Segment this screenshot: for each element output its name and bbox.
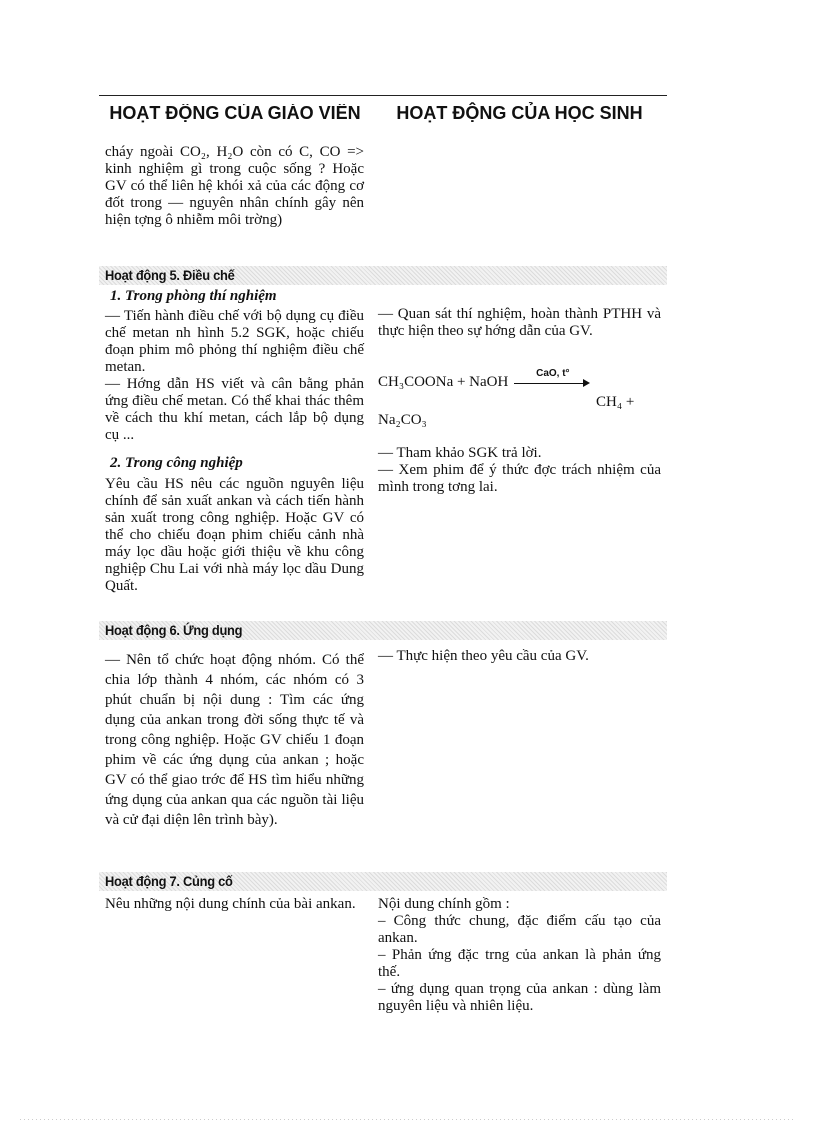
student-column-header: HOẠT ĐỘNG CỦA HỌC SINH (396, 103, 643, 123)
equation-product-1: CH₄ + (596, 394, 635, 410)
subheading-industry: 2. Trong công nghiệp (110, 455, 243, 471)
section-title-5: Hoạt động 5. Điều chế (105, 267, 235, 283)
intro-teacher-text (105, 144, 364, 229)
subheading-lab: 1. Trong phòng thí nghiệm (110, 288, 277, 304)
section7-teacher-text (105, 896, 364, 913)
section7-student-text (378, 896, 661, 1015)
section6-student-text (378, 648, 661, 665)
section6-teacher-text (105, 650, 364, 830)
section-band-5 (99, 266, 667, 285)
reaction-condition: CaO, t° (536, 367, 570, 379)
section7-student-p3: – ứng dụng quan trọng của ankan : dùng làm nguyên liệu và nhiên liệu. (378, 981, 661, 1014)
section-band-7 (99, 872, 667, 891)
bottom-dotted-rule (20, 1119, 796, 1120)
section5-teacher-text (105, 308, 364, 444)
section-band-6 (99, 621, 667, 640)
top-rule (99, 95, 667, 96)
section-title-6: Hoạt động 6. Ứng dụng (105, 622, 243, 638)
section5-teacher-p3: Yêu cầu HS nêu các nguồn nguyên liệu chính để sản xuất ankan và cách tiến hành sản xuất trong công nghiệp. Hoặc GV có thể cho chiếu đoạn phim chiếu cảnh nhà máy lọc dầu hoặc giới thiệu về khu công nghiệp Chu Lai với nhà máy lọc dầu Dung Quất. (105, 476, 364, 594)
section7-student-p2: – Phản ứng đặc trng của ankan là phản ứng thế. (378, 947, 661, 980)
equation-reactants: CH₃COONa + NaOH (378, 374, 509, 390)
reaction-equation (378, 367, 663, 428)
equation-product-2: Na₂CO₃ (378, 412, 427, 428)
section5-student-p3: — Xem phim để ý thức đợc trách nhiệm của mình trong tơng lai. (378, 462, 661, 495)
section6-teacher-p1: — Nên tổ chức hoạt động nhóm. Có thể chia lớp thành 4 nhóm, các nhóm có 3 phút chuẩn bị nội dung : Tìm các ứng dụng của ankan trong đời sống thực tế và trong công nghiệp. Hoặc GV chiếu 1 đoạn phim về các ứng dụng của ankan ; hoặc GV có thể giao trớc để HS tìm hiểu những ứng dụng của ankan qua các nguồn tài liệu và cử đại diện lên trình bày). (105, 652, 364, 828)
section5-teacher-p1: — Tiến hành điều chế với bộ dụng cụ điều chế metan nh hình 5.2 SGK, hoặc chiếu đoạn phim mô phỏng thí nghiệm điều chế metan. (105, 308, 364, 375)
section5-student-p1: — Quan sát thí nghiệm, hoàn thành PTHH và thực hiện theo sự hớng dẫn của GV. (378, 306, 661, 339)
section-title-7: Hoạt động 7. Củng cố (105, 873, 233, 889)
teacher-column-header: HOẠT ĐỘNG CỦA GIÁO VIÊN (109, 104, 361, 123)
section7-student-p1: – Công thức chung, đặc điểm cấu tạo của ankan. (378, 913, 661, 946)
section5-student-text-2 (378, 445, 661, 496)
section7-student-p0: Nội dung chính gồm : (378, 896, 510, 912)
section6-student-p1: — Thực hiện theo yêu cầu của GV. (378, 648, 589, 664)
section5-student-p2: — Tham khảo SGK trả lời. (378, 445, 542, 461)
intro-teacher-paragraph: cháy ngoài CO₂, H₂O còn có C, CO => kinh nghiệm gì trong cuộc sống ? Hoặc GV có thể liên hệ khói xả của các động cơ đốt trong — nguyên nhân chính gây nên hiện tợng ô nhiễm môi trờng) (105, 144, 364, 228)
section7-teacher-p1: Nêu những nội dung chính của bài ankan. (105, 896, 356, 912)
section5-teacher-text-2 (105, 476, 364, 595)
reaction-arrow-icon (514, 367, 590, 388)
section5-student-text (378, 306, 661, 340)
section5-teacher-p2: — Hớng dẫn HS viết và cân bằng phản ứng điều chế metan. Có thể khai thác thêm về cách thu khí metan, cách lắp bộ dụng cụ ... (105, 376, 364, 443)
